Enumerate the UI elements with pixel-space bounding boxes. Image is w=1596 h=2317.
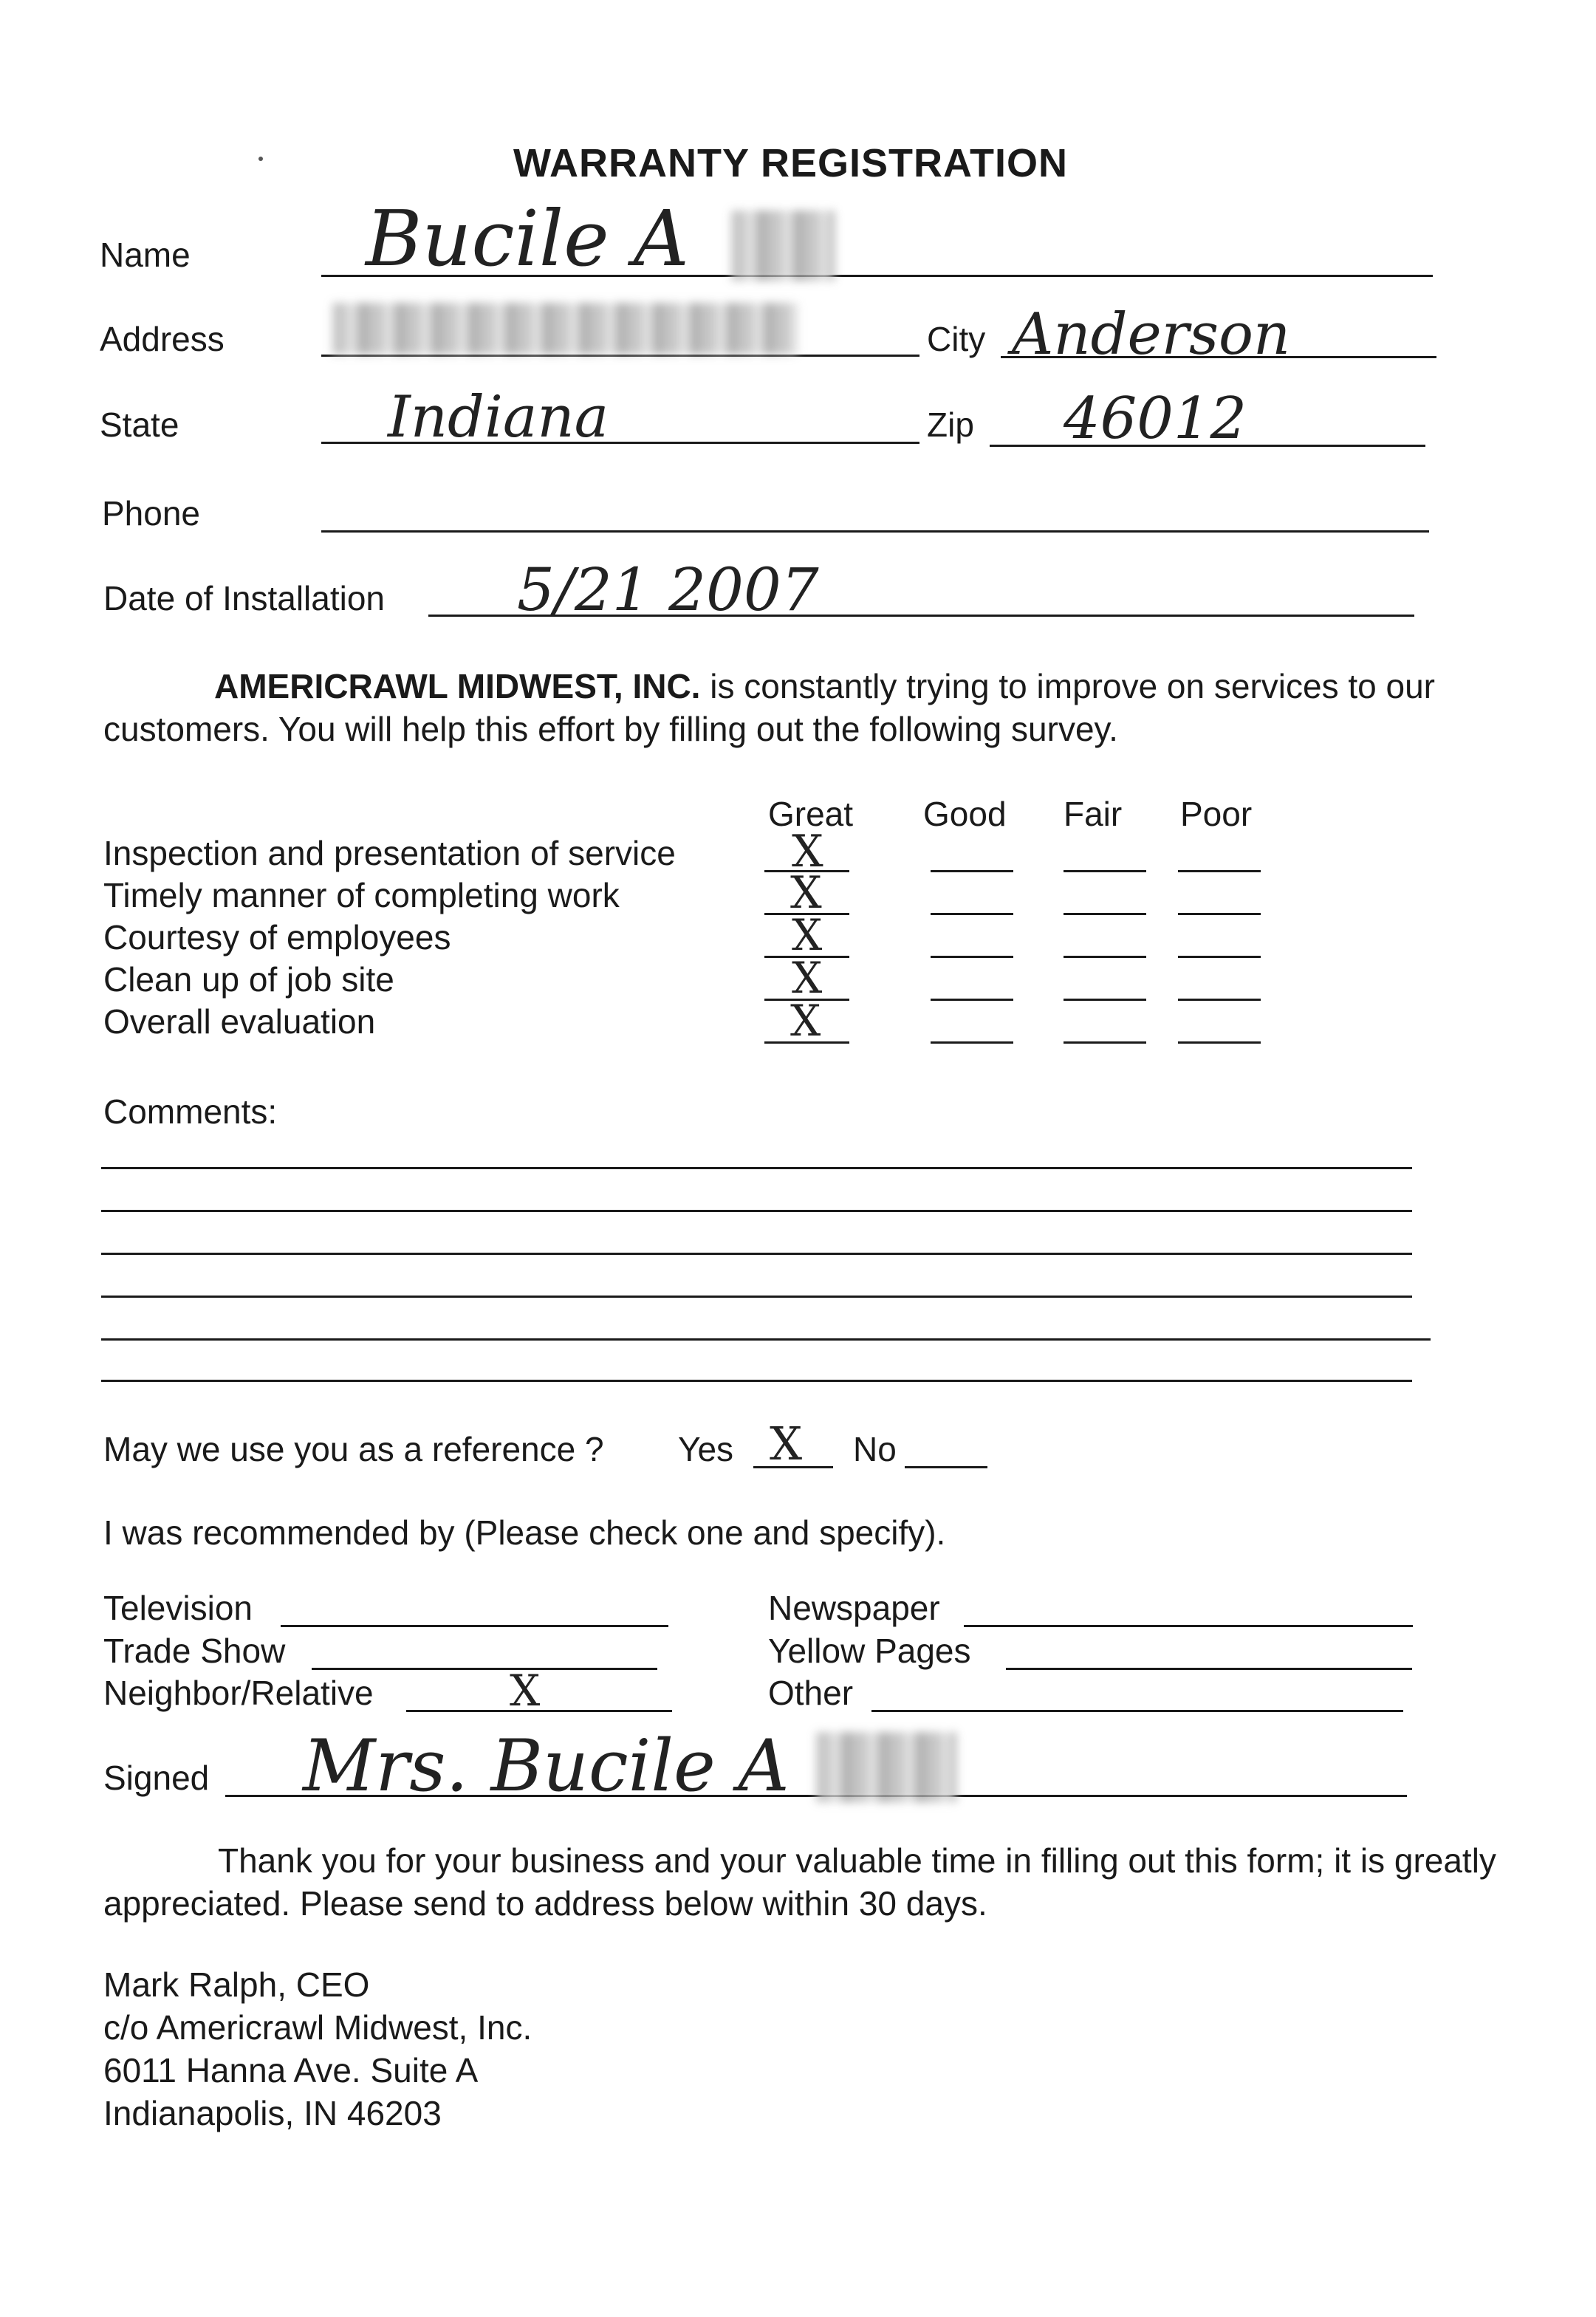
survey-row-label: Inspection and presentation of service xyxy=(103,834,676,872)
poor-blank xyxy=(1178,1041,1261,1044)
zip-label: Zip xyxy=(927,405,974,444)
col-good: Good xyxy=(923,795,1007,833)
great-blank xyxy=(764,1041,849,1044)
television-blank xyxy=(281,1625,668,1627)
survey-mark: X xyxy=(790,996,821,1046)
survey-mark: X xyxy=(790,867,822,919)
reference-yes-label: Yes xyxy=(678,1430,734,1468)
intro-paragraph xyxy=(103,665,1566,750)
good-blank xyxy=(931,956,1013,958)
col-fair: Fair xyxy=(1064,795,1123,833)
address-line xyxy=(321,355,919,357)
survey-row-label: Courtesy of employees xyxy=(103,918,451,956)
reference-no-label: No xyxy=(853,1430,897,1468)
intro-text: is constantly trying to improve on services to our customers. You will help this effort by filling out the following survey. xyxy=(103,667,1435,748)
state-handwritten: Indiana xyxy=(388,384,609,451)
source-newspaper: Newspaper xyxy=(768,1589,940,1627)
comment-line xyxy=(101,1380,1412,1382)
zip-handwritten: 46012 xyxy=(1064,386,1247,452)
comment-line xyxy=(101,1253,1412,1255)
phone-line xyxy=(321,530,1429,533)
yellow-pages-blank xyxy=(1006,1668,1412,1670)
poor-blank xyxy=(1178,870,1261,872)
comment-line xyxy=(101,1210,1412,1212)
date-label: Date of Installation xyxy=(103,579,386,617)
redacted-name xyxy=(731,211,835,281)
date-handwritten: 5/21 2007 xyxy=(517,555,819,624)
survey-row-label: Overall evaluation xyxy=(103,1002,376,1041)
address-block-line: 6011 Hanna Ave. Suite A xyxy=(103,2051,479,2090)
signed-label: Signed xyxy=(103,1759,210,1797)
good-blank xyxy=(931,999,1013,1001)
good-blank xyxy=(931,1041,1013,1044)
poor-blank xyxy=(1178,999,1261,1001)
reference-yes-mark: X xyxy=(770,1417,803,1471)
scan-speck xyxy=(258,157,263,161)
source-other: Other xyxy=(768,1674,854,1712)
redacted-address xyxy=(332,303,798,355)
poor-blank xyxy=(1178,956,1261,958)
survey-mark: X xyxy=(792,953,823,1003)
comment-line xyxy=(101,1296,1412,1298)
survey-row-label: Clean up of job site xyxy=(103,960,394,999)
comment-line xyxy=(101,1338,1431,1341)
signature-handwritten: Mrs. Bucile A xyxy=(303,1725,790,1807)
address-block-line: c/o Americrawl Midwest, Inc. xyxy=(103,2008,532,2047)
other-blank xyxy=(871,1710,1403,1712)
fair-blank xyxy=(1064,870,1146,872)
name-label: Name xyxy=(100,236,191,274)
phone-label: Phone xyxy=(102,494,201,533)
fair-blank xyxy=(1064,999,1146,1001)
city-label: City xyxy=(927,320,986,358)
neighbor-mark: X xyxy=(510,1666,541,1716)
state-label: State xyxy=(100,405,179,444)
address-label: Address xyxy=(100,320,225,358)
reference-question: May we use you as a reference ? xyxy=(103,1430,604,1468)
comment-line xyxy=(101,1167,1412,1169)
address-block-line: Indianapolis, IN 46203 xyxy=(103,2094,442,2132)
newspaper-blank xyxy=(964,1625,1413,1627)
fair-blank xyxy=(1064,913,1146,915)
city-handwritten: Anderson xyxy=(1012,301,1291,368)
form-title: WARRANTY REGISTRATION xyxy=(513,141,1069,185)
col-poor: Poor xyxy=(1180,795,1253,833)
source-television: Television xyxy=(103,1589,253,1627)
survey-mark: X xyxy=(792,910,823,960)
comments-label: Comments: xyxy=(103,1092,278,1131)
redacted-signature xyxy=(816,1732,956,1802)
trade-show-blank xyxy=(312,1668,657,1670)
survey-row-label: Timely manner of completing work xyxy=(103,876,620,914)
col-great: Great xyxy=(768,795,854,833)
company-name: AMERICRAWL MIDWEST, INC. xyxy=(214,667,701,705)
source-yellow-pages: Yellow Pages xyxy=(768,1632,971,1670)
reference-no-blank xyxy=(905,1466,987,1468)
recommended-prompt: I was recommended by (Please check one and specify). xyxy=(103,1513,946,1552)
thanks-paragraph: Thank you for your business and your valuable time in filling out this form; it is greatly appreciated. Please send to address below within 30 days. xyxy=(103,1841,1496,1923)
survey-mark: X xyxy=(792,826,823,877)
good-blank xyxy=(931,870,1013,872)
poor-blank xyxy=(1178,913,1261,915)
source-trade-show: Trade Show xyxy=(103,1632,286,1670)
name-handwritten: Bucile A xyxy=(366,194,689,284)
address-block-line: Mark Ralph, CEO xyxy=(103,1965,370,2004)
fair-blank xyxy=(1064,1041,1146,1044)
good-blank xyxy=(931,913,1013,915)
fair-blank xyxy=(1064,956,1146,958)
source-neighbor-relative: Neighbor/Relative xyxy=(103,1674,374,1712)
